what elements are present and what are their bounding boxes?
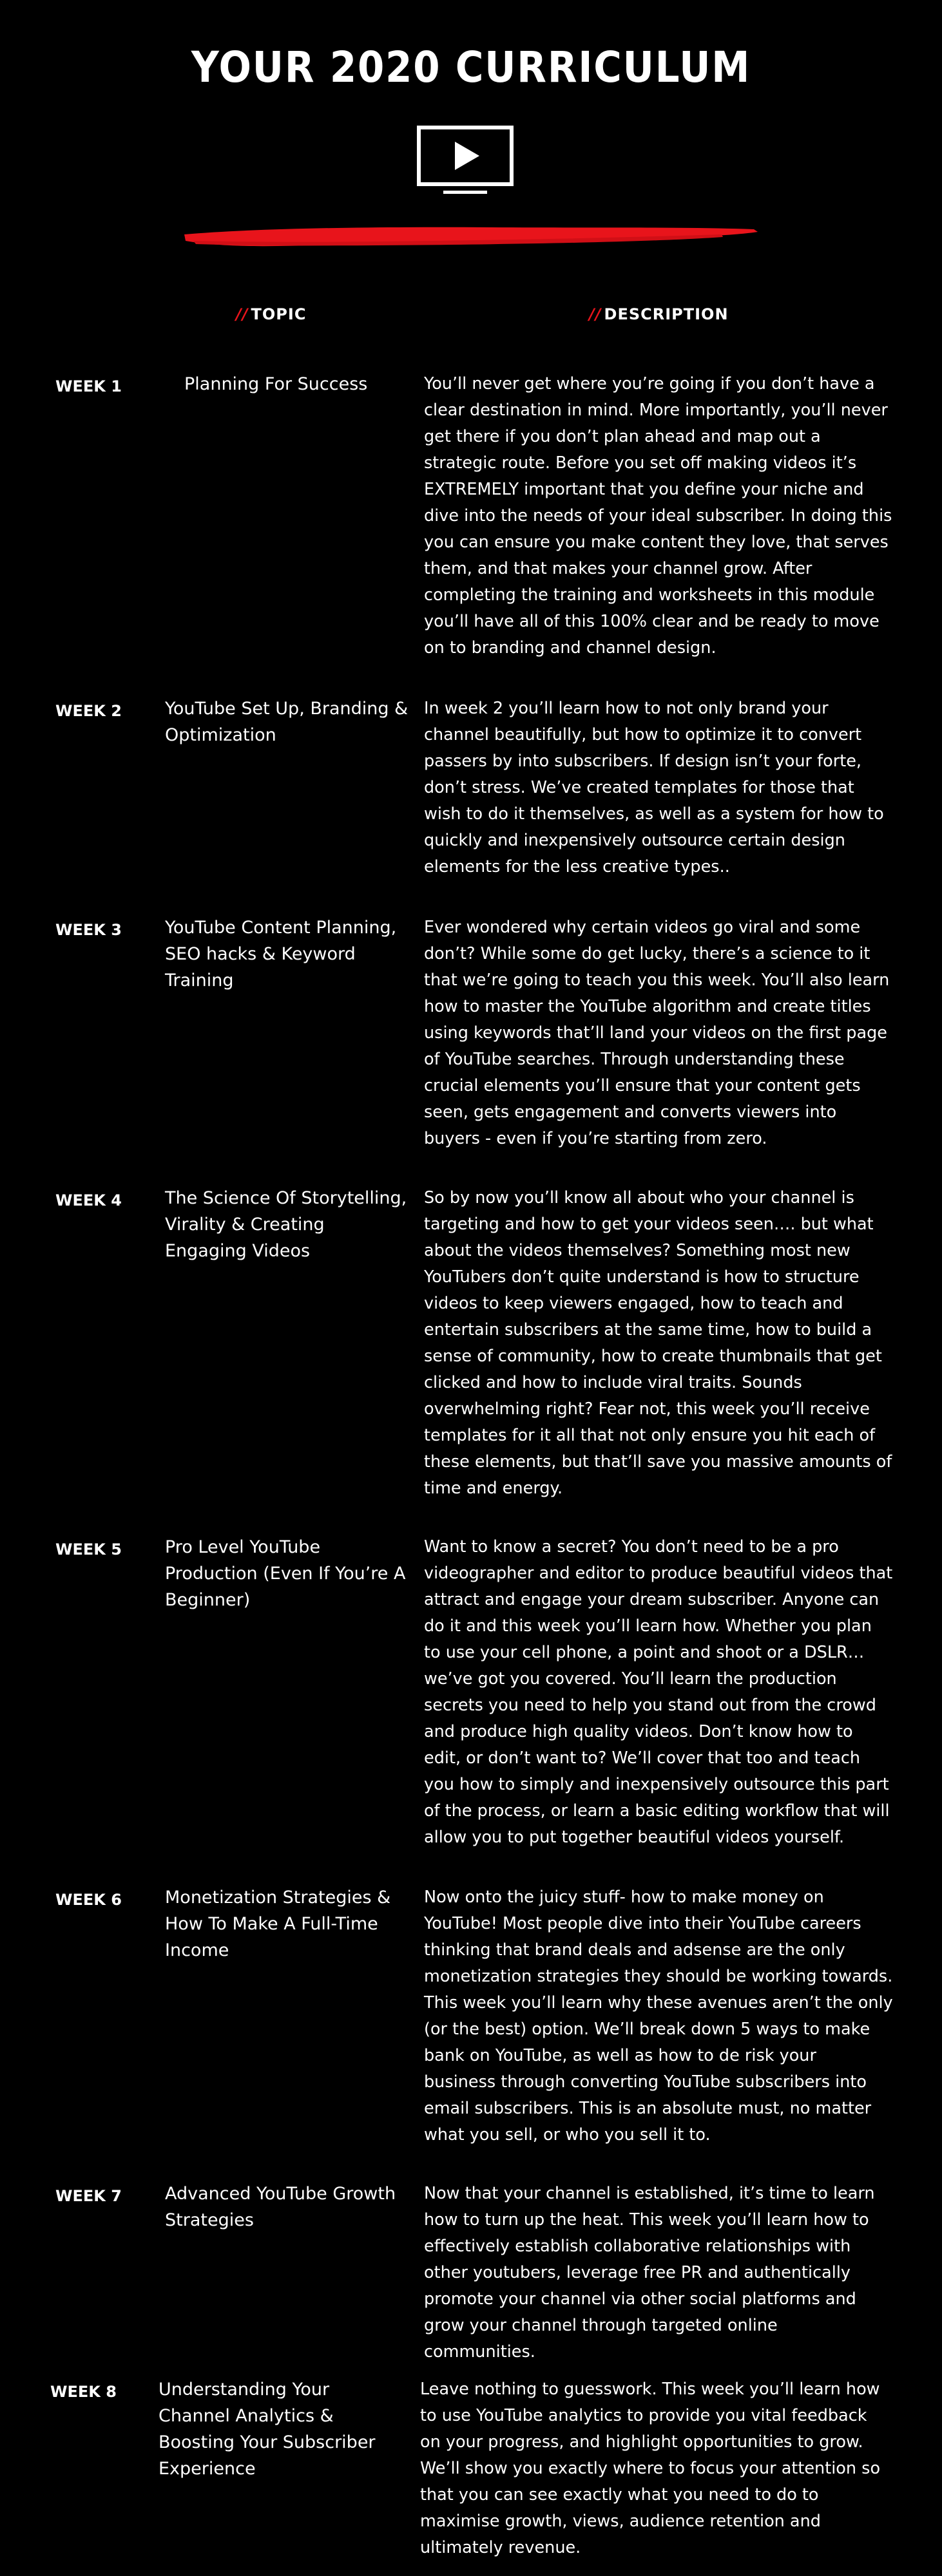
week-description: In week 2 you’ll learn how to not only brand your channel beautifully, but how to optimize it to convert passers by into subscribers. If design isn’t your forte, don’t stress. We’ve created templates for those that wish to do it themselves, as well as a system for how to quickly and inexpensively outsource certain design elements for the less creative types.. <box>424 699 884 876</box>
week-label: WEEK 1 <box>55 377 122 395</box>
topic-title: Understanding Your Channel Analytics & Boosting Your Subscriber Experience <box>159 2380 376 2479</box>
week-label: WEEK 7 <box>55 2187 122 2205</box>
week-label: WEEK 3 <box>55 921 122 939</box>
week-description: Want to know a secret? You don’t need to be a pro videographer and editor to produce beautiful videos that attract and engage your dream subscriber. Anyone can do it and this week you’ll learn how. Whether you plan to use your cell phone, a point and shoot or a DSLR…we’ve got you covered. You’ll learn the production secrets you need to help you stand out from the crowd and produce high quality videos. Don’t know how to edit, or don’t want to? We’ll cover that too and teach you how to simply and inexpensively outsource this part of the process, or learn a basic editing workflow that will allow you to put together beautiful videos yourself. <box>424 1537 893 1847</box>
description-header-label: DESCRIPTION <box>604 305 729 323</box>
week-label: WEEK 4 <box>55 1191 122 1209</box>
topic-column-header <box>236 305 306 323</box>
slash-mark: // <box>236 305 249 323</box>
week-description: Now that your channel is established, it’s time to learn how to turn up the heat. This week you’ll learn how to effectively establish collaborative relationships with other youtubers, leverage free PR and authentically promote your channel via other social platforms and grow your channel through targeted online communities. <box>424 2184 875 2362</box>
week-description: Now onto the juicy stuff- how to make money on YouTube! Most people dive into their YouTube careers thinking that brand deals and adsense are the only monetization strategies they should be working towards. This week you’ll learn why these avenues aren’t the only (or the best) option. We’ll break down 5 ways to make bank on YouTube, as well as how to de risk your business through converting YouTube subscribers into email subscribers. This is an absolute must, no matter what you sell, or who you sell it to. <box>424 1888 893 2145</box>
topic-title: Pro Level YouTube Production (Even If You’re A Beginner) <box>165 1537 406 1610</box>
week-description: Leave nothing to guesswork. This week you’ll learn how to use YouTube analytics to provide you vital feedback on your progress, and highlight opportunities to grow. We’ll show you exactly where to focus your attention so that you can see exactly what you need to do to maximise growth, views, audience retention and ultimately revenue. <box>420 2380 881 2557</box>
week-description: You’ll never get where you’re going if you don’t have a clear destination in mind. More importantly, you’ll never get there if you don’t plan ahead and map out a strategic route. Before you set off making videos it’s EXTREMELY important that you define your niche and dive into the needs of your ideal subscriber. In doing this you can ensure you make content they love, that serves them, and that makes your channel grow. After completing the training and worksheets in this module you’ll have all of this 100% clear and be ready to move on to branding and channel design. <box>424 374 892 658</box>
topic-title: YouTube Set Up, Branding & Optimization <box>165 699 409 745</box>
week-label: WEEK 6 <box>55 1891 122 1909</box>
week-description: Ever wondered why certain videos go viral and some don’t? While some do get lucky, there’s a science to it that we’re going to teach you this week. You’ll also learn how to master the YouTube algorithm and create titles using keywords that’ll land your videos on the first page of YouTube searches. Through understanding these crucial elements you’ll ensure that your content gets seen, gets engagement and converts viewers into buyers - even if you’re starting from zero. <box>424 918 890 1148</box>
topic-title: YouTube Content Planning, SEO hacks & Keyword Training <box>165 918 397 990</box>
topic-header-label: TOPIC <box>251 305 307 323</box>
week-label: WEEK 5 <box>55 1540 122 1558</box>
page-title: YOUR 2020 CURRICULUM <box>191 43 751 92</box>
topic-title: Advanced YouTube Growth Strategies <box>165 2184 396 2230</box>
week-label: WEEK 8 <box>50 2383 117 2401</box>
topic-title: Planning For Success <box>184 374 368 394</box>
week-label: WEEK 2 <box>55 702 122 720</box>
week-description: So by now you’ll know all about who your channel is targeting and how to get your videos seen…. but what about the videos themselves? Something most new YouTubers don’t quite understand is how to structure videos to keep viewers engaged, how to teach and entertain subscribers at the same time, how to build a sense of community, how to create thumbnails that get clicked and how to include viral traits. Sounds overwhelming right? Fear not, this week you’ll receive templates for it all that not only ensure you hit each of these elements, but that’ll save you massive amounts of time and energy. <box>424 1188 892 1498</box>
topic-title: The Science Of Storytelling, Virality & Creating Engaging Videos <box>165 1188 407 1261</box>
slash-mark: // <box>589 305 602 323</box>
play-video-icon <box>416 125 514 197</box>
description-column-header <box>589 305 729 323</box>
topic-title: Monetization Strategies & How To Make A Full-Time Income <box>165 1888 391 1960</box>
red-brush-stroke <box>180 222 760 250</box>
